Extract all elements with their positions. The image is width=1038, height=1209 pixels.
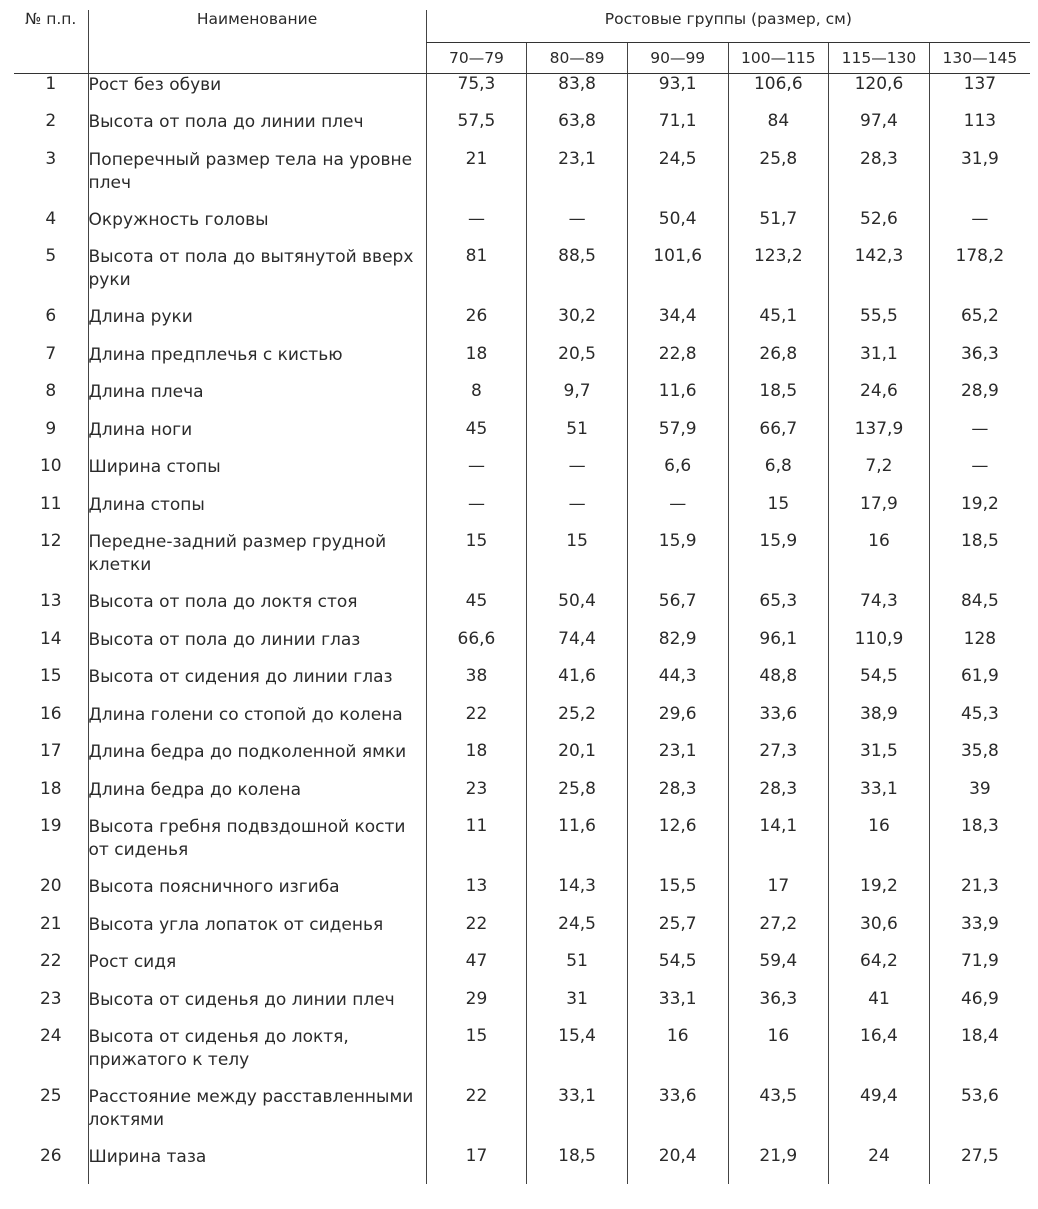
- table-row: [14, 456, 1030, 494]
- row-value: 82,9: [627, 629, 728, 667]
- row-value: 31,9: [929, 149, 1030, 209]
- row-value: 17: [728, 876, 829, 914]
- row-value: 137,9: [829, 419, 930, 457]
- row-value: 48,8: [728, 666, 829, 704]
- row-value: 25,2: [527, 704, 628, 742]
- row-name: Длина предплечья с кистью: [88, 344, 426, 382]
- row-value: 33,6: [627, 1086, 728, 1146]
- row-value: 17,9: [829, 494, 930, 532]
- row-value: 71,1: [627, 111, 728, 149]
- row-name: Ширина стопы: [88, 456, 426, 494]
- row-value: 33,1: [627, 989, 728, 1027]
- header-range: 90—99: [627, 43, 728, 74]
- row-value: 64,2: [829, 951, 930, 989]
- row-name: Длина бедра до колена: [88, 779, 426, 817]
- row-value: 13: [426, 876, 527, 914]
- row-value: 25,7: [627, 914, 728, 952]
- row-value: 19,2: [829, 876, 930, 914]
- row-name: Длина ноги: [88, 419, 426, 457]
- table-row: [14, 419, 1030, 457]
- table-row: [14, 494, 1030, 532]
- row-value: 45: [426, 591, 527, 629]
- row-value: 15: [426, 531, 527, 591]
- row-value: 6,8: [728, 456, 829, 494]
- row-value: 22: [426, 704, 527, 742]
- row-value: —: [527, 209, 628, 247]
- row-value: —: [929, 419, 1030, 457]
- row-value: 31,5: [829, 741, 930, 779]
- row-value: 56,7: [627, 591, 728, 629]
- table-row: [14, 914, 1030, 952]
- row-value: 63,8: [527, 111, 628, 149]
- row-value: 33,6: [728, 704, 829, 742]
- row-number: 24: [39, 1026, 62, 1046]
- row-value: 71,9: [929, 951, 1030, 989]
- table-row: [14, 816, 1030, 876]
- row-name: Окружность головы: [88, 209, 426, 247]
- row-number: 16: [39, 703, 62, 724]
- row-value: 9,7: [527, 381, 628, 419]
- row-value: 57,5: [426, 111, 527, 149]
- row-value: 16: [728, 1026, 829, 1086]
- row-value: 15,9: [627, 531, 728, 591]
- table-row: [14, 209, 1030, 247]
- row-name: Длина руки: [88, 306, 426, 344]
- row-name: Длина голени со стопой до колена: [88, 704, 426, 742]
- header-range: 130—145: [929, 43, 1030, 74]
- row-value: 41: [829, 989, 930, 1027]
- row-value: 33,1: [829, 779, 930, 817]
- row-value: 25,8: [527, 779, 628, 817]
- row-value: —: [426, 209, 527, 247]
- row-name: Передне-задний размер грудной клетки: [88, 531, 426, 591]
- row-value: 66,7: [728, 419, 829, 457]
- row-number: 4: [45, 208, 57, 229]
- row-value: 128: [929, 629, 1030, 667]
- row-name: Высота от пола до линии плеч: [88, 111, 426, 149]
- table-row: [14, 629, 1030, 667]
- row-value: 83,8: [527, 74, 628, 112]
- header-height-groups: Ростовые группы (размер, см): [426, 10, 1030, 43]
- row-name: Высота от сидения до линии глаз: [88, 666, 426, 704]
- row-value: 30,2: [527, 306, 628, 344]
- row-value: 113: [929, 111, 1030, 149]
- row-value: 120,6: [829, 74, 930, 112]
- row-value: 41,6: [527, 666, 628, 704]
- row-value: 49,4: [829, 1086, 930, 1146]
- row-value: 34,4: [627, 306, 728, 344]
- row-number: 19: [39, 816, 62, 836]
- row-name: Высота от сиденья до линии плеч: [88, 989, 426, 1027]
- row-value: 7,2: [829, 456, 930, 494]
- row-value: 21,9: [728, 1146, 829, 1184]
- row-value: 39: [929, 779, 1030, 817]
- row-value: 12,6: [627, 816, 728, 876]
- row-value: —: [929, 209, 1030, 247]
- row-value: 23,1: [627, 741, 728, 779]
- header-range: 70—79: [426, 43, 527, 74]
- row-value: 15,5: [627, 876, 728, 914]
- row-name: Высота от сиденья до локтя, прижатого к телу: [88, 1026, 426, 1086]
- row-value: 22,8: [627, 344, 728, 382]
- row-number: 22: [39, 951, 62, 971]
- row-name: Высота гребня подвздошной кости от сиденья: [88, 816, 426, 876]
- row-value: 8: [426, 381, 527, 419]
- row-value: 51: [527, 419, 628, 457]
- row-value: —: [426, 494, 527, 532]
- row-value: 54,5: [627, 951, 728, 989]
- header-range: 115—130: [829, 43, 930, 74]
- row-value: 96,1: [728, 629, 829, 667]
- row-value: 18: [426, 344, 527, 382]
- row-name: Длина бедра до подколенной ямки: [88, 741, 426, 779]
- row-value: 84: [728, 111, 829, 149]
- row-name: Высота от пола до линии глаз: [88, 629, 426, 667]
- row-number: 5: [45, 246, 57, 266]
- row-value: 59,4: [728, 951, 829, 989]
- row-name: Длина стопы: [88, 494, 426, 532]
- row-value: 29,6: [627, 704, 728, 742]
- row-value: 30,6: [829, 914, 930, 952]
- row-value: 24,6: [829, 381, 930, 419]
- row-value: 15,4: [527, 1026, 628, 1086]
- row-value: 97,4: [829, 111, 930, 149]
- row-value: 50,4: [527, 591, 628, 629]
- row-value: —: [929, 456, 1030, 494]
- row-value: 15: [728, 494, 829, 532]
- row-value: 36,3: [728, 989, 829, 1027]
- row-number: 2: [45, 111, 57, 131]
- row-value: 16: [829, 816, 930, 876]
- table-row: [14, 989, 1030, 1027]
- row-value: 31: [527, 989, 628, 1027]
- row-number: 9: [45, 418, 57, 439]
- row-value: 51,7: [728, 209, 829, 247]
- row-name: Рост сидя: [88, 951, 426, 989]
- row-value: 27,3: [728, 741, 829, 779]
- row-value: 74,4: [527, 629, 628, 667]
- row-name: Длина плеча: [88, 381, 426, 419]
- table-row: [14, 741, 1030, 779]
- row-value: 15,9: [728, 531, 829, 591]
- row-value: 18: [426, 741, 527, 779]
- row-value: 38: [426, 666, 527, 704]
- row-value: 21: [426, 149, 527, 209]
- table-row: [14, 381, 1030, 419]
- row-value: 51: [527, 951, 628, 989]
- table-row: [14, 1146, 1030, 1184]
- row-value: 15: [426, 1026, 527, 1086]
- row-name: Ширина таза: [88, 1146, 426, 1184]
- row-value: 6,6: [627, 456, 728, 494]
- row-number: 15: [39, 666, 62, 686]
- row-value: —: [527, 456, 628, 494]
- row-name: Рост без обуви: [88, 74, 426, 112]
- row-value: 28,9: [929, 381, 1030, 419]
- row-value: 18,5: [929, 531, 1030, 591]
- row-value: 66,6: [426, 629, 527, 667]
- row-name: Высота от пола до вытянутой вверх руки: [88, 246, 426, 306]
- row-value: 28,3: [627, 779, 728, 817]
- row-value: 45,3: [929, 704, 1030, 742]
- row-value: 65,2: [929, 306, 1030, 344]
- row-value: 26,8: [728, 344, 829, 382]
- table-row: [14, 246, 1030, 306]
- row-value: 18,5: [728, 381, 829, 419]
- row-value: 101,6: [627, 246, 728, 306]
- row-value: 142,3: [829, 246, 930, 306]
- table-row: [14, 149, 1030, 209]
- row-value: 11: [426, 816, 527, 876]
- table-body: [14, 74, 1030, 1184]
- row-value: 23: [426, 779, 527, 817]
- row-value: 21,3: [929, 876, 1030, 914]
- row-value: 20,1: [527, 741, 628, 779]
- row-number: 12: [39, 531, 62, 551]
- table-row: [14, 704, 1030, 742]
- header-range: 100—115: [728, 43, 829, 74]
- row-value: 178,2: [929, 246, 1030, 306]
- row-value: 22: [426, 1086, 527, 1146]
- row-value: 36,3: [929, 344, 1030, 382]
- row-value: 27,2: [728, 914, 829, 952]
- row-number: 11: [39, 493, 62, 514]
- row-number: 26: [39, 1146, 62, 1166]
- row-number: 3: [45, 148, 57, 169]
- row-value: 24,5: [627, 149, 728, 209]
- row-value: 53,6: [929, 1086, 1030, 1146]
- row-value: 123,2: [728, 246, 829, 306]
- anthropometric-table: [14, 10, 1030, 1184]
- row-value: 81: [426, 246, 527, 306]
- row-value: 65,3: [728, 591, 829, 629]
- row-value: 29: [426, 989, 527, 1027]
- row-number: 21: [39, 913, 62, 934]
- row-value: 28,3: [728, 779, 829, 817]
- row-name: Высота угла лопаток от сиденья: [88, 914, 426, 952]
- row-value: 28,3: [829, 149, 930, 209]
- table-row: [14, 666, 1030, 704]
- table-row: [14, 111, 1030, 149]
- row-value: 47: [426, 951, 527, 989]
- row-value: 44,3: [627, 666, 728, 704]
- row-value: —: [426, 456, 527, 494]
- row-value: 57,9: [627, 419, 728, 457]
- row-value: 26: [426, 306, 527, 344]
- header-number: № п.п.: [14, 10, 88, 74]
- row-value: 20,4: [627, 1146, 728, 1184]
- row-name: Высота поясничного изгиба: [88, 876, 426, 914]
- row-number: 14: [39, 628, 62, 649]
- row-value: 18,5: [527, 1146, 628, 1184]
- table-row: [14, 1086, 1030, 1146]
- row-number: 8: [45, 381, 57, 401]
- header-name: Наименование: [88, 10, 426, 74]
- row-value: 38,9: [829, 704, 930, 742]
- row-number: 17: [39, 741, 62, 761]
- row-value: —: [627, 494, 728, 532]
- table-row: [14, 344, 1030, 382]
- row-value: 14,3: [527, 876, 628, 914]
- row-number: 1: [45, 74, 57, 94]
- row-value: 19,2: [929, 494, 1030, 532]
- row-value: 16: [829, 531, 930, 591]
- header-range: 80—89: [527, 43, 628, 74]
- row-name: Высота от пола до локтя стоя: [88, 591, 426, 629]
- row-value: 18,4: [929, 1026, 1030, 1086]
- row-value: 46,9: [929, 989, 1030, 1027]
- table-row: [14, 1026, 1030, 1086]
- row-value: 33,1: [527, 1086, 628, 1146]
- row-value: 55,5: [829, 306, 930, 344]
- row-value: 35,8: [929, 741, 1030, 779]
- row-value: 23,1: [527, 149, 628, 209]
- table-row: [14, 951, 1030, 989]
- row-number: 10: [39, 456, 62, 476]
- row-value: 25,8: [728, 149, 829, 209]
- row-number: 6: [45, 306, 57, 326]
- row-number: 18: [39, 778, 62, 799]
- row-number: 25: [39, 1086, 62, 1106]
- row-value: 110,9: [829, 629, 930, 667]
- row-value: 15: [527, 531, 628, 591]
- row-value: 106,6: [728, 74, 829, 112]
- row-value: 27,5: [929, 1146, 1030, 1184]
- row-value: 33,9: [929, 914, 1030, 952]
- row-value: —: [527, 494, 628, 532]
- table-row: [14, 306, 1030, 344]
- row-value: 54,5: [829, 666, 930, 704]
- row-value: 137: [929, 74, 1030, 112]
- row-number: 7: [45, 343, 57, 364]
- row-value: 17: [426, 1146, 527, 1184]
- row-value: 50,4: [627, 209, 728, 247]
- row-value: 18,3: [929, 816, 1030, 876]
- row-value: 24,5: [527, 914, 628, 952]
- row-value: 52,6: [829, 209, 930, 247]
- row-value: 74,3: [829, 591, 930, 629]
- row-value: 93,1: [627, 74, 728, 112]
- row-value: 14,1: [728, 816, 829, 876]
- table-row: [14, 74, 1030, 112]
- row-value: 88,5: [527, 246, 628, 306]
- row-value: 20,5: [527, 344, 628, 382]
- row-name: Поперечный размер тела на уровне плеч: [88, 149, 426, 209]
- row-value: 45: [426, 419, 527, 457]
- table-row: [14, 876, 1030, 914]
- row-name: Расстояние между расставленными локтями: [88, 1086, 426, 1146]
- row-value: 31,1: [829, 344, 930, 382]
- row-value: 22: [426, 914, 527, 952]
- row-value: 16: [627, 1026, 728, 1086]
- row-number: 23: [39, 988, 62, 1009]
- row-value: 43,5: [728, 1086, 829, 1146]
- row-value: 45,1: [728, 306, 829, 344]
- row-number: 13: [39, 591, 62, 611]
- row-value: 11,6: [527, 816, 628, 876]
- row-value: 11,6: [627, 381, 728, 419]
- row-value: 84,5: [929, 591, 1030, 629]
- row-value: 24: [829, 1146, 930, 1184]
- row-value: 61,9: [929, 666, 1030, 704]
- table-row: [14, 591, 1030, 629]
- row-number: 20: [39, 876, 62, 896]
- table-row: [14, 531, 1030, 591]
- table-row: [14, 779, 1030, 817]
- row-value: 75,3: [426, 74, 527, 112]
- row-value: 16,4: [829, 1026, 930, 1086]
